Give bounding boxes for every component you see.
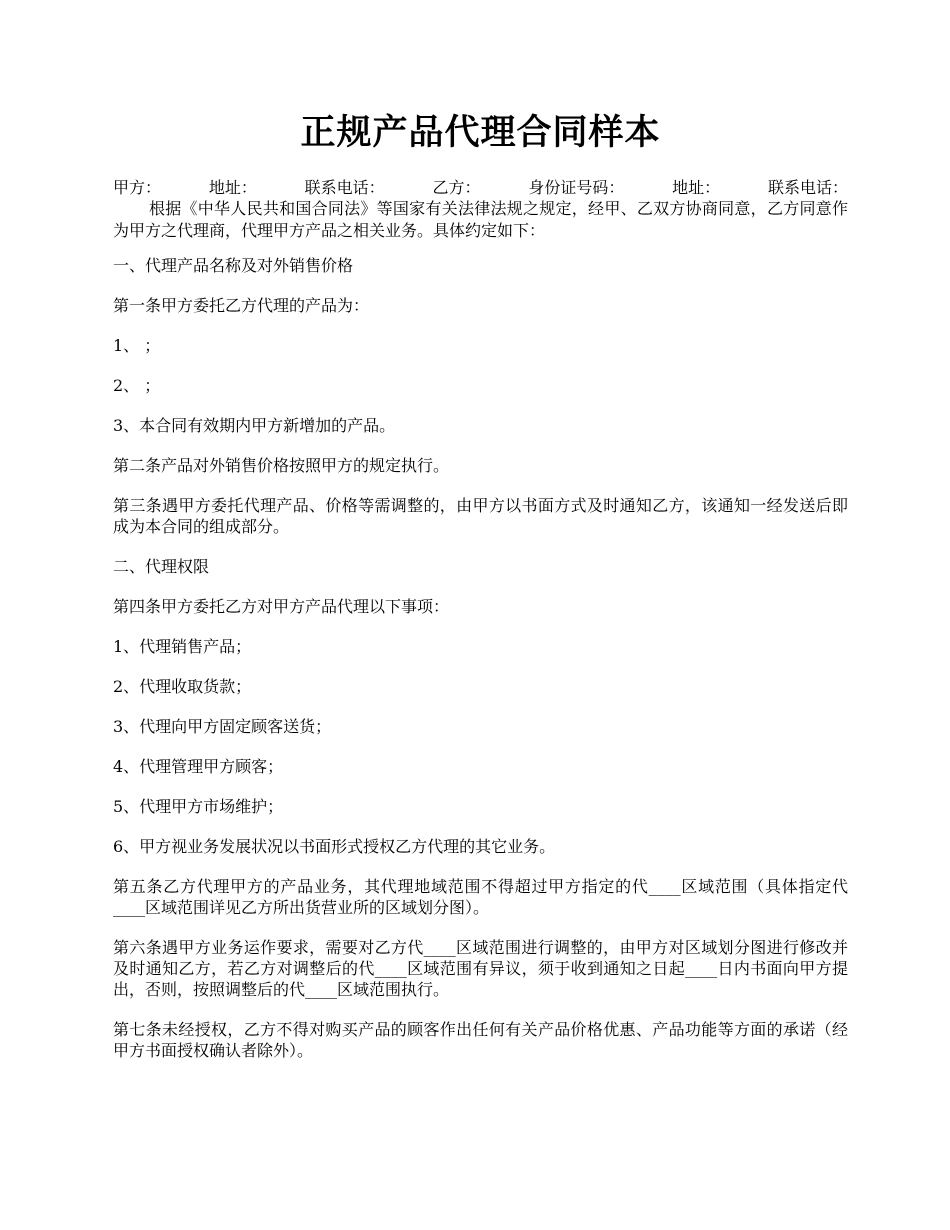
party-a-label: 甲方： [113, 178, 162, 197]
list-item: 4、代理管理甲方顾客； [113, 757, 284, 776]
article-5: 第五条乙方代理甲方的产品业务，其代理地域范围不得超过甲方指定的代____区域范围（具体指定代____区域范围详见乙方所出货营业所的区域划分图）。 [113, 877, 848, 917]
list-item: 1、代理销售产品； [113, 637, 252, 656]
article-2: 第二条产品对外销售价格按照甲方的规定执行。 [113, 456, 450, 475]
intro-paragraph: 根据《中华人民共和国合同法》等国家有关法律法规之规定，经甲、乙双方协商同意，乙方同意作为甲方之代理商，代理甲方产品之相关业务。具体约定如下： [113, 199, 848, 240]
party-b-id-label: 身份证号码： [528, 178, 625, 197]
article-3: 第三条遇甲方委托代理产品、价格等需调整的，由甲方以书面方式及时通知乙方，该通知一经发送后即成为本合同的组成部分。 [113, 496, 848, 536]
document-page [113, 112, 848, 1080]
list-item: 1、 ； [113, 336, 161, 355]
list-item: 5、代理甲方市场维护； [113, 797, 284, 816]
document-title: 正规产品代理合同样本 [300, 112, 661, 153]
list-item: 2、代理收取货款； [113, 677, 252, 696]
section-heading-1: 一、代理产品名称及对外销售价格 [113, 256, 354, 275]
section-heading-2: 二、代理权限 [113, 557, 210, 576]
party-a-address-label: 地址： [208, 178, 257, 197]
article-4: 第四条甲方委托乙方对甲方产品代理以下事项： [113, 597, 450, 616]
article-7: 第七条未经授权，乙方不得对购买产品的顾客作出任何有关产品价格优惠、产品功能等方面的承诺（经甲方书面授权确认者除外）。 [113, 1020, 848, 1060]
list-item: 3、代理向甲方固定顾客送货； [113, 717, 332, 736]
article-1: 第一条甲方委托乙方代理的产品为： [113, 296, 370, 315]
party-a-phone-label: 联系电话： [304, 178, 385, 197]
list-item: 3、本合同有效期内甲方新增加的产品。 [113, 416, 396, 435]
article-6: 第六条遇甲方业务运作要求，需要对乙方代____区域范围进行调整的，由甲方对区域划分图进行修改并及时通知乙方，若乙方对调整后的代____区域范围有异议，须于收到通知之日起____日内书面向甲方提出，否则，按照调整后的代____区域范围执行。 [113, 938, 848, 999]
list-item: 2、 ； [113, 376, 161, 395]
party-b-label: 乙方： [432, 178, 481, 197]
list-item: 6、甲方视业务发展状况以书面形式授权乙方代理的其它业务。 [113, 837, 556, 856]
party-info-line [113, 178, 848, 198]
party-b-phone-label: 联系电话： [767, 178, 848, 197]
party-b-address-label: 地址： [672, 178, 721, 197]
